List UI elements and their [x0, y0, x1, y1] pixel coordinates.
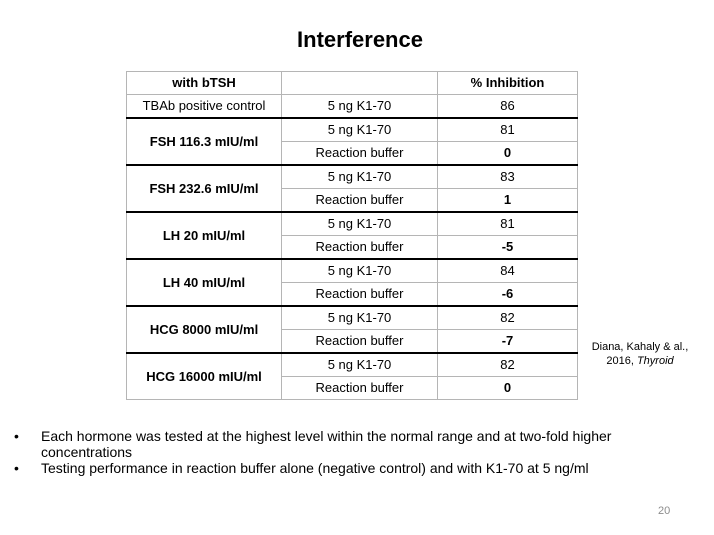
table-row — [127, 306, 578, 330]
condition-cell: Reaction buffer — [282, 236, 438, 260]
condition-cell: 5 ng K1-70 — [282, 95, 438, 119]
table-row — [127, 353, 578, 377]
bullet-list — [14, 428, 704, 476]
inhibition-cell: 82 — [438, 353, 578, 377]
condition-cell: 5 ng K1-70 — [282, 306, 438, 330]
condition-cell: Reaction buffer — [282, 283, 438, 307]
hormone-label: HCG 8000 mIU/ml — [127, 306, 282, 353]
inhibition-cell: -5 — [438, 236, 578, 260]
condition-cell: 5 ng K1-70 — [282, 259, 438, 283]
table-header-row — [127, 72, 578, 95]
bullet-dot-icon: • — [14, 460, 19, 476]
inhibition-cell: -7 — [438, 330, 578, 354]
bullet-text: Each hormone was tested at the highest level within the normal range and at two-fold higher concentrations — [41, 428, 612, 460]
condition-cell: 5 ng K1-70 — [282, 165, 438, 189]
inhibition-cell: 0 — [438, 377, 578, 400]
inhibition-cell: 81 — [438, 118, 578, 142]
column-header: % Inhibition — [438, 72, 578, 95]
condition-cell: Reaction buffer — [282, 189, 438, 213]
inhibition-cell: 82 — [438, 306, 578, 330]
condition-cell: Reaction buffer — [282, 377, 438, 400]
citation-journal: Thyroid — [636, 355, 674, 367]
page-number: 20 — [658, 505, 671, 517]
hormone-label: LH 20 mIU/ml — [127, 212, 282, 259]
inhibition-cell: 83 — [438, 165, 578, 189]
condition-cell: 5 ng K1-70 — [282, 353, 438, 377]
column-header: with bTSH — [127, 72, 282, 95]
condition-cell: Reaction buffer — [282, 330, 438, 354]
bullet-dot-icon: • — [14, 428, 19, 444]
citation — [580, 340, 700, 368]
table-row — [127, 95, 578, 119]
hormone-label: FSH 116.3 mIU/ml — [127, 118, 282, 165]
hormone-label: FSH 232.6 mIU/ml — [127, 165, 282, 212]
table-row — [127, 165, 578, 189]
bullet-item — [14, 460, 704, 476]
condition-cell: 5 ng K1-70 — [282, 212, 438, 236]
control-label: TBAb positive control — [127, 95, 282, 119]
citation-authors: Diana, Kahaly & al., — [591, 341, 689, 353]
inhibition-cell: 0 — [438, 142, 578, 166]
column-header — [282, 72, 438, 95]
inhibition-cell: 1 — [438, 189, 578, 213]
table-row — [127, 212, 578, 236]
slide-title: Interference — [297, 27, 423, 52]
inhibition-cell: -6 — [438, 283, 578, 307]
inhibition-cell: 81 — [438, 212, 578, 236]
table-row — [127, 259, 578, 283]
bullet-item — [14, 428, 704, 460]
interference-table — [126, 71, 578, 400]
hormone-label: LH 40 mIU/ml — [127, 259, 282, 306]
bullet-text: Testing performance in reaction buffer alone (negative control) and with K1-70 at 5 ng/ml — [41, 460, 589, 476]
citation-year: 2016, — [606, 355, 634, 367]
table-row — [127, 118, 578, 142]
inhibition-cell: 86 — [438, 95, 578, 119]
hormone-label: HCG 16000 mIU/ml — [127, 353, 282, 400]
inhibition-cell: 84 — [438, 259, 578, 283]
condition-cell: Reaction buffer — [282, 142, 438, 166]
condition-cell: 5 ng K1-70 — [282, 118, 438, 142]
